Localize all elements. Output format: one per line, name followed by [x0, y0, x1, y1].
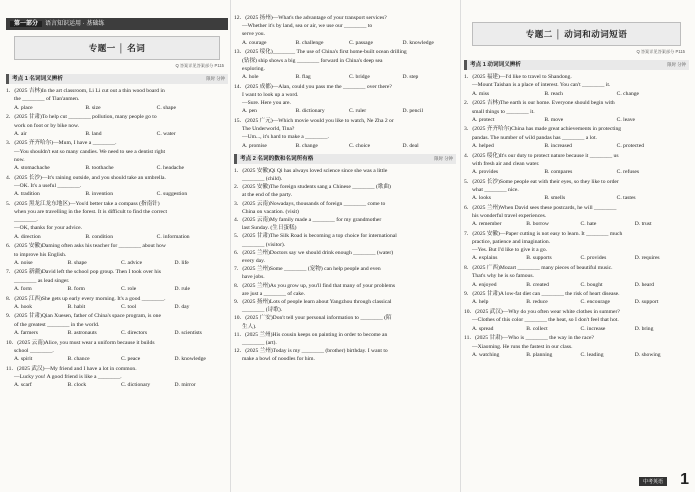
question-stem: 5．(2025 长沙)Some people eat with their eyes, so they like to order: [464, 178, 619, 185]
answer-option[interactable]: C. directors: [121, 329, 148, 336]
question-stem: 8．(2025 江西)She gets up early every morning. It's a good ________.: [6, 295, 166, 302]
question-line: of the greatest ________ in the world.: [14, 321, 100, 328]
answer-option[interactable]: D. knowledge: [174, 356, 206, 362]
answer-options: [472, 90, 689, 98]
answer-option[interactable]: A. helped: [472, 142, 494, 149]
answer-option[interactable]: A. place: [14, 104, 33, 111]
answer-option[interactable]: C. peace: [121, 356, 141, 362]
answer-option[interactable]: D. showing: [634, 351, 661, 358]
answer-option[interactable]: B. increased: [544, 142, 572, 149]
question-line: with fresh air and clean water.: [472, 160, 540, 167]
question-line: The Underworld, Tina?: [242, 126, 295, 133]
question-list: [6, 87, 228, 389]
section-meta: 限时 分钟: [434, 155, 453, 161]
answer-option[interactable]: B. condition: [85, 233, 113, 240]
fill-blank-line: 6．(2025 兰州)Doctors say we should drink enough ________ (water): [234, 249, 394, 256]
answer-option[interactable]: A. pen: [242, 108, 257, 115]
answer-options: [14, 285, 228, 293]
answer-option[interactable]: A. looks: [472, 195, 491, 202]
question-line: —Sure. Here you are.: [242, 100, 291, 107]
question-stem: 13．(2025 绥化)________ The use of China's first home-built ocean drilling: [234, 49, 407, 56]
fill-blank-line: at the end of the party.: [242, 192, 292, 199]
fill-blank-item: [234, 314, 456, 330]
answer-option[interactable]: D. heard: [634, 281, 655, 288]
column-middle: [234, 0, 456, 492]
question-item: [464, 264, 689, 289]
answer-option[interactable]: C. change: [616, 90, 640, 97]
fill-blank-item: [234, 249, 456, 265]
section-title: 名词的数和名词所有格: [257, 155, 314, 162]
section-header: [234, 154, 456, 164]
answer-option[interactable]: B. reach: [544, 90, 563, 97]
answer-option[interactable]: C. suggestion: [156, 191, 188, 198]
fill-blank-line: 9．(2025 扬州)Lots of people learn about Yangzhou through classical: [234, 299, 392, 305]
question-line: to improve his English.: [14, 251, 67, 258]
answer-option[interactable]: D. pencil: [402, 108, 424, 115]
question-line: his wonderful travel experiences.: [472, 212, 547, 219]
question-stem: 12．(2025 扬州)—What's the advantage of your transport services?: [234, 15, 387, 21]
answer-options: [472, 325, 689, 333]
fill-blank-line: 2．(2025 安徽)The foreign students sang a Chinese ________ (歌曲): [234, 184, 391, 191]
answer-option[interactable]: C. protected: [616, 142, 644, 149]
fill-blank-line: 3．(2025 云南)Nowadays, thousands of foreign ________ come to: [234, 200, 386, 207]
fill-blank-item: [234, 216, 456, 232]
answer-option[interactable]: D. support: [634, 299, 659, 306]
question-stem: 2．(2025 吉林)The earth is our home. Everyone should begin with: [464, 100, 615, 107]
fill-blank-line: 10．(2025 广安)Don't tell your personal information to ________ (陌: [234, 315, 392, 322]
question-stem: 11．(2025 甘肃)—Who is ________ the way in the race?: [464, 335, 594, 342]
answer-option[interactable]: C. encourage: [580, 299, 611, 306]
section-number: 考点 2: [240, 155, 256, 162]
question-item: [6, 242, 228, 267]
question-line: I want to look up a word.: [242, 91, 299, 98]
answer-option[interactable]: D. knowledge: [402, 39, 434, 46]
answer-option[interactable]: C. increase: [580, 325, 606, 332]
brand-label: 中考英语: [639, 477, 667, 486]
answer-option[interactable]: A. air: [14, 130, 27, 137]
part-title: 语言知识运用 · 基础练: [45, 21, 105, 27]
answer-option[interactable]: A. form: [14, 285, 32, 292]
answer-options: [14, 164, 228, 172]
answer-option[interactable]: A. hole: [242, 73, 259, 80]
answer-option[interactable]: A. spirit: [14, 356, 33, 362]
question-stem: 10．(2025 云南)Alice, you must wear a uniform because it builds: [6, 339, 155, 346]
question-item: [234, 14, 456, 47]
answer-options: [472, 254, 689, 262]
question-item: [464, 125, 689, 150]
answer-option[interactable]: A. direction: [14, 233, 41, 240]
question-list: [464, 73, 689, 359]
fill-blank-item: [234, 167, 456, 183]
question-item: [6, 268, 228, 293]
question-item: [464, 152, 689, 177]
column-right: [464, 0, 689, 492]
fill-blank-item: [234, 282, 456, 298]
answer-option[interactable]: B. size: [85, 104, 101, 111]
answer-option[interactable]: B. shape: [67, 259, 87, 266]
answer-options: [14, 130, 228, 138]
fill-blank-item: [234, 331, 456, 347]
answer-options: [242, 107, 456, 115]
answer-option[interactable]: B. reduce: [526, 299, 548, 306]
question-item: [6, 365, 228, 390]
answer-options: [472, 142, 689, 150]
section-header: [6, 74, 228, 84]
question-stem: 7．(2025 安徽)—Paper cutting is not easy to learn. It ________ much: [464, 230, 623, 237]
question-line: small things to ________ it.: [472, 108, 535, 115]
answer-option[interactable]: C. bought: [580, 281, 603, 288]
question-item: [6, 174, 228, 199]
question-line: —Mount Taishan is a place of interest. You can't ________ it.: [472, 82, 611, 89]
column-divider: [230, 0, 231, 492]
answer-option[interactable]: A. remember: [472, 221, 502, 228]
question-stem: 7．(2025 新疆)David left the school pop group. Then I took over his: [6, 269, 161, 276]
answer-options: [242, 142, 456, 150]
fill-blank-line: China on vacation. (visit): [242, 208, 299, 215]
question-line: the ________ of Tian'anmen.: [14, 96, 80, 103]
answer-option[interactable]: A. farmers: [14, 329, 38, 336]
section-header: [464, 60, 689, 70]
column-divider: [460, 0, 461, 492]
question-line: —Whether it's by land, sea or air, we use our ________ to: [242, 23, 373, 30]
question-item: [234, 117, 456, 150]
question-stem: 4．(2025 绥化)It's our duty to protect nature because it ________ us: [464, 152, 619, 159]
question-list: [234, 14, 456, 150]
question-line: when you are travelling in the forest. It is difficult to find the correct: [14, 209, 168, 216]
question-stem: 8．(2025 广西)Mozart ________ many pieces of beautiful music.: [464, 265, 613, 272]
question-line: ________ as lead singer.: [14, 277, 70, 284]
answer-option[interactable]: C. tool: [121, 303, 137, 310]
answer-option[interactable]: C. ruler: [349, 108, 367, 115]
question-line: school ________.: [14, 347, 54, 354]
answer-options: [472, 351, 689, 359]
answer-option[interactable]: C. role: [121, 285, 137, 292]
question-line: what ________ nice.: [472, 186, 519, 193]
answer-option[interactable]: B. planning: [526, 351, 553, 358]
answer-option[interactable]: A. explains: [472, 255, 498, 262]
question-stem: 11．(2025 武汉)—My friend and I have a lot in common.: [6, 365, 137, 372]
answer-option[interactable]: A. provides: [472, 168, 499, 175]
answer-option[interactable]: B. invention: [85, 191, 113, 198]
answer-option[interactable]: A. watching: [472, 351, 500, 358]
section-meta: 限时 分钟: [206, 76, 225, 82]
answer-option[interactable]: C. shape: [156, 104, 176, 111]
column-left: [6, 0, 228, 492]
question-item: [6, 295, 228, 311]
question-item: [6, 312, 228, 337]
question-item: [6, 200, 228, 241]
question-item: [234, 48, 456, 81]
question-stem: 10．(2025 武汉)—Why do you often wear white clothes in summer?: [464, 309, 620, 316]
question-line: (钻探) ship shows a big ________ forward in China's deep sea: [242, 57, 383, 64]
question-line: That's why he is so famous.: [472, 273, 534, 280]
question-item: [6, 87, 228, 112]
fill-blank-line: 12．(2025 兰州)Today is my ________ (brother) birthday. I want to: [234, 348, 388, 355]
answer-option[interactable]: C. choice: [349, 142, 371, 149]
fill-blank-line: make a bowl of noodles for him.: [242, 356, 315, 363]
fill-blank-item: [234, 232, 456, 248]
question-item: [464, 334, 689, 359]
section-meta: 限时 分钟: [667, 62, 686, 68]
question-line: practice, patience and imagination.: [472, 239, 551, 246]
fill-blank-item: [234, 200, 456, 216]
question-stem: 4．(2025 长沙)—It's raining outside, and you should take an umbrella.: [6, 174, 166, 181]
question-item: [464, 99, 689, 124]
answer-option[interactable]: A. promise: [242, 142, 267, 149]
answer-option[interactable]: D. scientists: [174, 329, 202, 336]
fill-blank-line: ________ (child).: [242, 175, 283, 182]
section-number: 考点 1: [470, 62, 486, 69]
answer-option[interactable]: B. clock: [67, 382, 87, 389]
question-line: serve you.: [242, 31, 265, 38]
fill-blank-line: last Sunday. (生日蛋糕): [242, 225, 297, 232]
question-line: exploring.: [242, 65, 265, 72]
question-line: —Clothes of this color ________ the heat, so I don't feel that hot.: [472, 317, 619, 324]
answer-option[interactable]: A. hook: [14, 303, 33, 310]
question-item: [234, 83, 456, 116]
answer-option[interactable]: B. habit: [67, 303, 86, 310]
question-line: —Lucky you! A good friend is like a ________.: [14, 373, 122, 380]
question-line: —OK, thanks for your advice.: [14, 225, 83, 232]
answer-option[interactable]: C. provides: [580, 255, 607, 262]
question-stem: 6．(2025 兰州)When David sees these postcards, he will ________: [464, 204, 617, 211]
answer-options: [472, 281, 689, 289]
answer-options: [472, 298, 689, 306]
answer-options: [14, 259, 228, 267]
topic-title: 专题二 │ 动词和动词短语: [472, 22, 681, 46]
answer-options: [472, 220, 689, 228]
fill-blank-line: are just a ________ of cake.: [242, 290, 306, 297]
question-line: —OK. It's a useful ________.: [14, 182, 82, 189]
answer-option[interactable]: B. land: [85, 130, 102, 137]
answer-options: [14, 104, 228, 112]
answer-options: [14, 381, 228, 389]
question-line: pandas. The number of wild pandas has ________ a lot.: [472, 134, 597, 141]
fill-blank-line: 5．(2025 甘肃)The Silk Road is becoming a top choice for international: [234, 233, 397, 240]
question-line: now.: [14, 156, 25, 163]
question-item: [464, 178, 689, 203]
question-stem: 3．(2025 齐齐哈尔)China has made great achievements in protecting: [464, 126, 622, 133]
answer-option[interactable]: B. chance: [67, 356, 90, 362]
fill-blank-line: 7．(2025 兰州)Some ________ (宠物) can help people and even: [234, 266, 381, 273]
answer-option[interactable]: B. supports: [526, 255, 552, 262]
fill-blank-line: 11．(2025 兰州)His cousin keeps on painting in order to become an: [234, 331, 388, 338]
answer-option[interactable]: C. leave: [616, 116, 635, 123]
answer-options: [472, 194, 689, 202]
answer-option[interactable]: D. trust: [634, 221, 652, 228]
answer-option[interactable]: A. protect: [472, 116, 495, 123]
answer-option[interactable]: A. noise: [14, 259, 33, 266]
fill-blank-item: [234, 347, 456, 363]
answer-option[interactable]: A. help: [472, 299, 489, 306]
answer-note: Q 答案详见答案部分 P115: [636, 49, 685, 54]
answer-options: [472, 116, 689, 124]
answer-option[interactable]: B. astronauts: [67, 329, 97, 336]
answer-option[interactable]: D. step: [402, 73, 419, 80]
fill-blank-list: [234, 167, 456, 364]
answer-option[interactable]: B. move: [544, 116, 564, 123]
question-stem: 1．(2025 吉林)In the art classroom, Li Li cut out a thin wood board in: [6, 88, 165, 95]
answer-option[interactable]: A. enjoyed: [472, 281, 497, 288]
question-stem: 1．(2025 福建)—I'd like to travel to Shandong.: [464, 74, 572, 81]
question-stem: 5．(2025 黑龙江龙东地区)—You'd better take a compass (指南针): [6, 200, 160, 207]
answer-options: [472, 168, 689, 176]
question-item: [6, 113, 228, 138]
question-item: [464, 290, 689, 306]
answer-option[interactable]: B. dictionary: [295, 108, 325, 115]
question-stem: 15．(2025 广元)—Which movie would you like to watch, Ne Zha 2 or: [234, 117, 394, 124]
question-line: —Xiaoming. He runs the fastest in our class.: [472, 343, 573, 350]
fill-blank-line: ________ (visitor).: [242, 241, 286, 248]
question-stem: 14．(2025 成都)—Alan, could you pass me the ________ over there?: [234, 83, 392, 90]
fill-blank-line: 4．(2025 云南)My family made a ________ for my grandmother: [234, 216, 382, 223]
fill-blank-line: 生人).: [242, 323, 257, 330]
answer-options: [242, 73, 456, 81]
answer-options: [242, 39, 456, 47]
part-label: 第一部分: [10, 21, 42, 27]
answer-option[interactable]: B. collect: [526, 325, 548, 332]
question-line: —You shouldn't eat so many candies. We need to see a dentist right: [14, 148, 166, 155]
answer-option[interactable]: A. miss: [472, 90, 490, 97]
question-stem: 9．(2025 甘肃)A low-fat diet can ________ the risk of heart disease.: [464, 291, 620, 298]
answer-option[interactable]: B. change: [295, 142, 318, 149]
question-item: [464, 73, 689, 98]
answer-option[interactable]: A. courage: [242, 39, 267, 46]
section-title: 动词词义辨析: [487, 62, 521, 69]
question-stem: 2．(2025 甘肃)To help cut ________ pollution, many people go to: [6, 114, 157, 121]
fill-blank-line: ________ (诗歌).: [242, 307, 283, 314]
fill-blank-item: [234, 183, 456, 199]
answer-option[interactable]: A. spread: [472, 325, 494, 332]
answer-option[interactable]: C. water: [156, 130, 176, 137]
question-item: [6, 139, 228, 172]
question-line: —Um..., it's hard to make a ________.: [242, 134, 329, 141]
answer-options: [14, 190, 228, 198]
answer-option[interactable]: A. stomachache: [14, 165, 50, 172]
answer-options: [14, 329, 228, 337]
fill-blank-line: 1．(2025 安徽)Qi Qi has always loved science since she was a little: [234, 167, 388, 174]
answer-option[interactable]: C. information: [156, 233, 190, 240]
answer-option[interactable]: B. smells: [544, 195, 566, 202]
question-item: [464, 204, 689, 229]
question-stem: 9．(2025 甘肃)Qian Xuesen, father of China's space program, is one: [6, 313, 161, 320]
answer-option[interactable]: C. refuses: [616, 168, 640, 175]
answer-option[interactable]: A. tradition: [14, 191, 40, 198]
question-line: —Yes. But I'd like to give it a go.: [472, 247, 548, 254]
answer-options: [14, 233, 228, 241]
answer-option[interactable]: D. mirror: [174, 382, 196, 389]
answer-option[interactable]: C. advice: [121, 259, 143, 266]
question-item: [464, 230, 689, 263]
answer-option[interactable]: B. challenge: [295, 39, 324, 46]
answer-option[interactable]: C. hate: [580, 221, 597, 228]
question-line: ________.: [14, 217, 38, 224]
answer-option[interactable]: D. rule: [174, 285, 191, 292]
answer-option[interactable]: C. tastes: [616, 195, 636, 202]
part-header: [6, 18, 228, 30]
answer-options: [14, 303, 228, 311]
fill-blank-item: [234, 265, 456, 281]
answer-option[interactable]: C. headache: [156, 165, 184, 172]
topic-title: 专题一 │ 名词: [14, 36, 220, 60]
answer-option[interactable]: D. bring: [634, 325, 654, 332]
question-line: work on foot or by bike now.: [14, 122, 80, 129]
fill-blank-line: ________ (art).: [242, 340, 277, 347]
answer-option[interactable]: D. deal: [402, 142, 419, 149]
answer-option[interactable]: C. bridge: [349, 73, 370, 80]
answer-option[interactable]: C. dictionary: [121, 382, 151, 389]
question-stem: 6．(2025 安徽)Daming often asks his teacher for ________ about how: [6, 243, 166, 250]
section-title: 名词词义辨析: [29, 76, 63, 83]
section-number: 考点 1: [12, 76, 28, 83]
fill-blank-line: have jobs.: [242, 274, 265, 281]
answer-options: [14, 355, 228, 363]
answer-option[interactable]: B. form: [67, 285, 85, 292]
answer-option[interactable]: A. scarf: [14, 382, 32, 389]
answer-option[interactable]: C. leading: [580, 351, 604, 358]
fill-blank-line: every day.: [242, 257, 265, 264]
question-item: [6, 339, 228, 364]
answer-option[interactable]: B. toothache: [85, 165, 114, 172]
answer-option[interactable]: B. created: [526, 281, 549, 288]
fill-blank-line: 8．(2025 兰州)As you grow up, you'll find that many of your problems: [234, 282, 396, 289]
question-item: [464, 308, 689, 333]
answer-option[interactable]: B. borrow: [526, 221, 549, 228]
answer-option[interactable]: B. compares: [544, 168, 573, 175]
answer-option[interactable]: C. passage: [349, 39, 373, 46]
answer-option[interactable]: D. requires: [634, 255, 660, 262]
answer-option[interactable]: B. flag: [295, 73, 311, 80]
answer-option[interactable]: D. day: [174, 303, 190, 310]
fill-blank-item: [234, 298, 456, 314]
question-stem: 3．(2025 齐齐哈尔)—Mum, I have a ________.: [6, 140, 117, 147]
answer-option[interactable]: D. life: [174, 259, 189, 266]
answer-note: Q 答案详见答案部分 P115: [175, 63, 224, 68]
page-number: 1: [680, 471, 689, 488]
